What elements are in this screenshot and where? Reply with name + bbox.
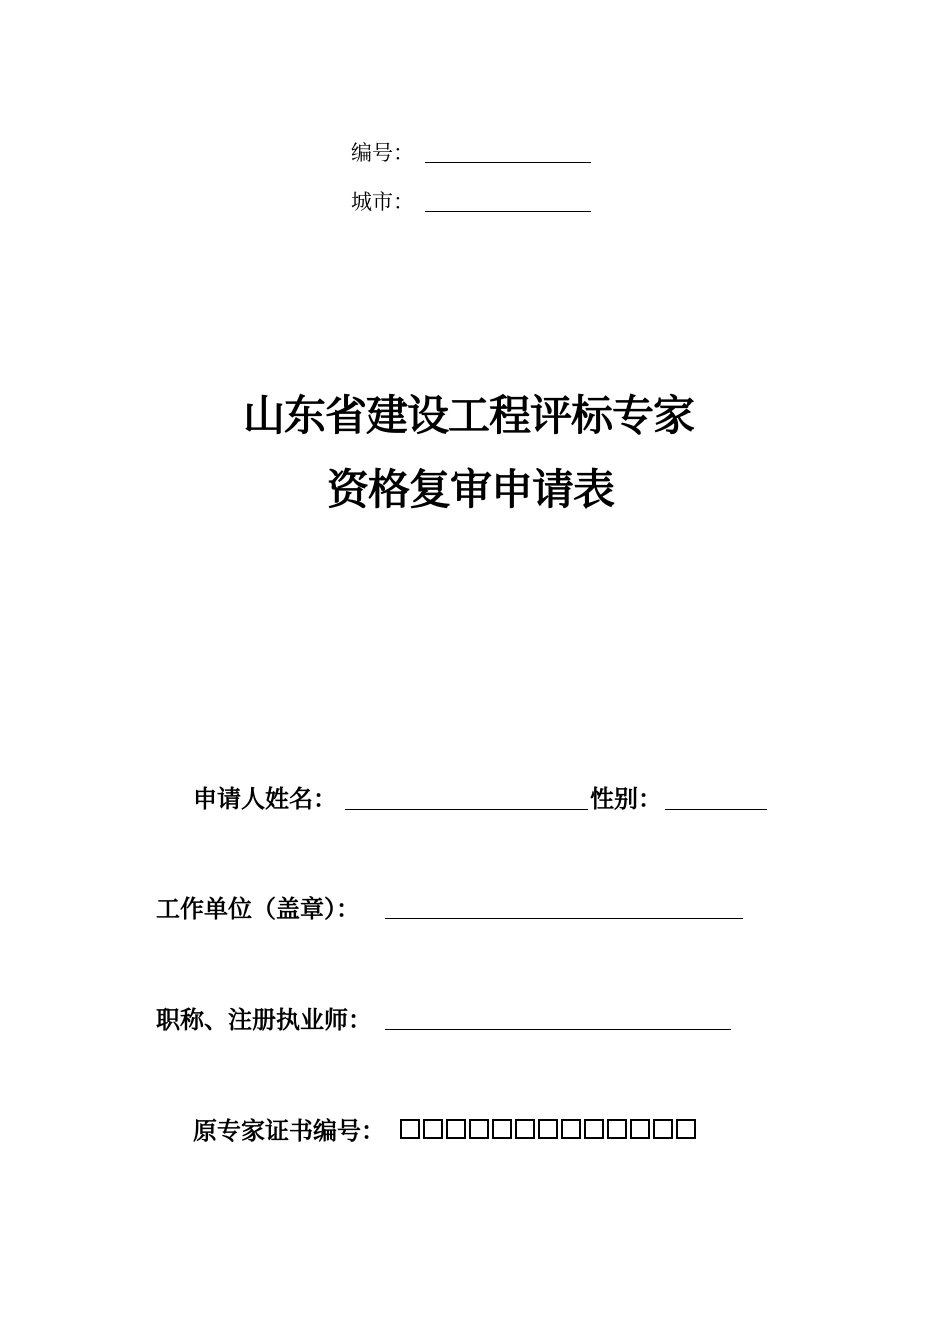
certificate-digit-box[interactable]: [607, 1119, 627, 1139]
document-title-line2: 资格复审申请表: [327, 465, 615, 514]
number-row: [0, 140, 950, 166]
certificate-digit-box[interactable]: [653, 1119, 673, 1139]
applicant-name-label: 申请人姓名：: [193, 785, 337, 813]
certificate-digit-box[interactable]: [538, 1119, 558, 1139]
certificate-digit-box[interactable]: [515, 1119, 535, 1139]
certificate-digit-box[interactable]: [561, 1119, 581, 1139]
applicant-name-field-line[interactable]: [345, 809, 588, 810]
gender-field-line[interactable]: [665, 809, 767, 810]
city-label: 城市：: [351, 190, 414, 214]
gender-label: 性别：: [590, 785, 662, 813]
certificate-digit-box[interactable]: [630, 1119, 650, 1139]
certificate-digit-box[interactable]: [400, 1119, 420, 1139]
certificate-digit-box[interactable]: [423, 1119, 443, 1139]
city-field-line[interactable]: [425, 211, 591, 212]
title-registration-label: 职称、注册执业师：: [156, 1006, 372, 1034]
certificate-number-boxes: [400, 1119, 696, 1139]
number-label: 编号：: [351, 141, 414, 165]
certificate-digit-box[interactable]: [584, 1119, 604, 1139]
title-registration-field-line[interactable]: [385, 1029, 731, 1030]
certificate-digit-box[interactable]: [676, 1119, 696, 1139]
work-unit-field-line[interactable]: [385, 918, 743, 919]
document-title-line1: 山东省建设工程评标专家: [243, 391, 695, 440]
number-field-line[interactable]: [425, 162, 591, 163]
city-row: [0, 189, 950, 215]
certificate-digit-box[interactable]: [469, 1119, 489, 1139]
work-unit-label: 工作单位（盖章）：: [156, 895, 360, 923]
certificate-digit-box[interactable]: [446, 1119, 466, 1139]
certificate-number-label: 原专家证书编号：: [193, 1117, 385, 1145]
certificate-digit-box[interactable]: [492, 1119, 512, 1139]
